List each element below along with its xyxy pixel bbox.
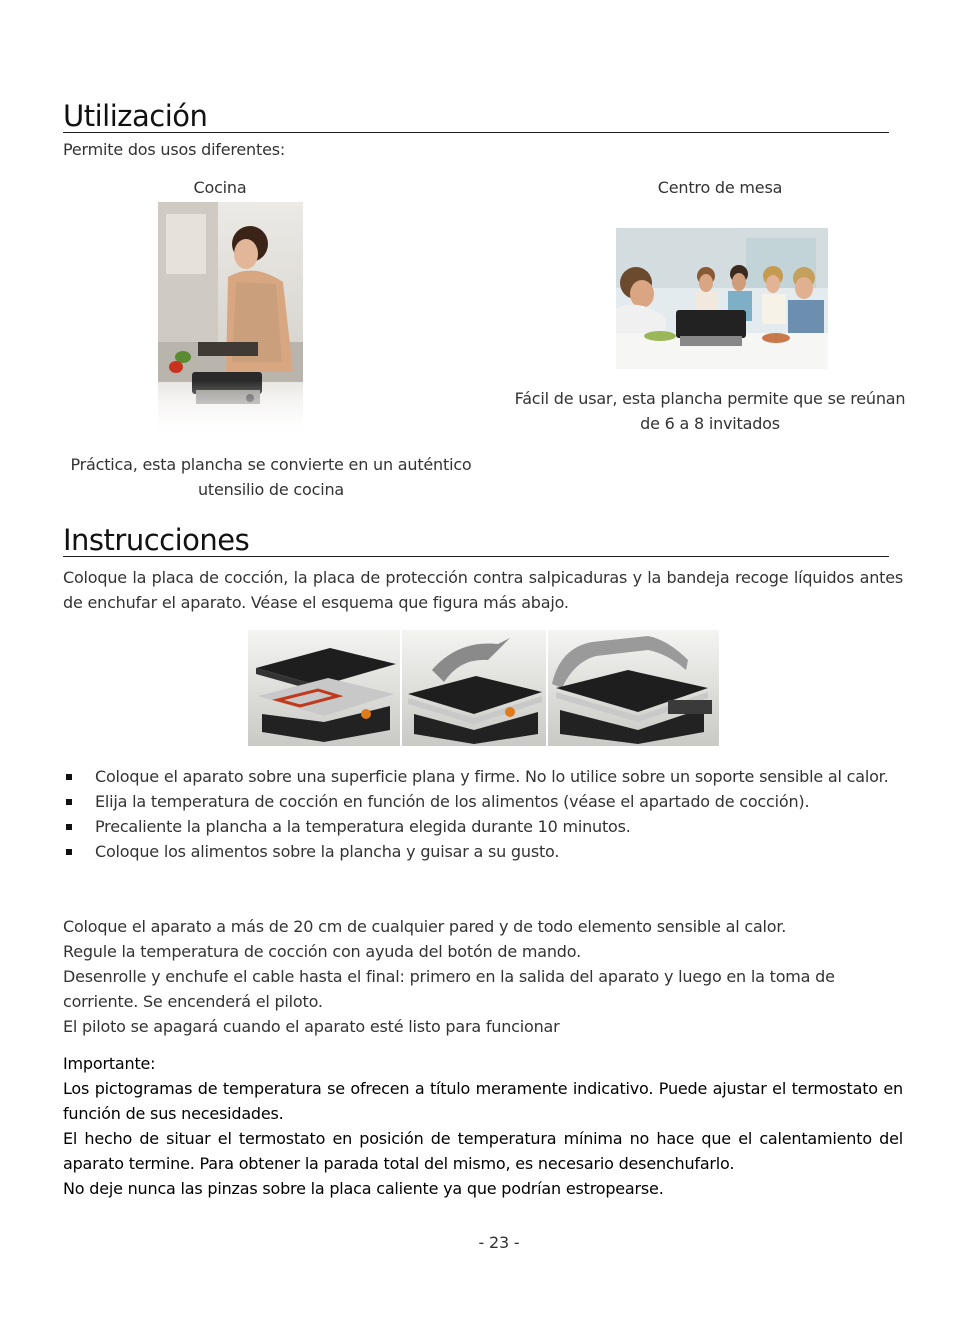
instructions-paragraphs xyxy=(63,914,903,1039)
table-center-photo xyxy=(616,228,828,369)
instructions-intro: Coloque la placa de cocción, la placa de protección contra salpicaduras y la bandeja recoge líquidos antes de enchufar el aparato. Véase el esquema que figura más abajo. xyxy=(63,568,903,612)
important-line: No deje nunca las pinzas sobre la placa caliente ya que podrían estropearse. xyxy=(63,1179,664,1198)
list-item: Coloque los alimentos sobre la plancha y guisar a su gusto. xyxy=(63,839,903,864)
list-item: Precaliente la plancha a la temperatura elegida durante 10 minutos. xyxy=(63,814,903,839)
bullet-square-icon xyxy=(66,849,72,855)
assembly-diagram xyxy=(248,630,719,746)
instructions-bullet-list xyxy=(63,764,903,864)
table-center-label: Centro de mesa xyxy=(657,178,783,197)
section-intro: Permite dos usos diferentes: xyxy=(63,140,286,159)
section-title-utilizacion: Utilización xyxy=(63,100,889,133)
bullet-square-icon xyxy=(66,799,72,805)
table-center-caption-line1: Fácil de usar, esta plancha permite que se reúnan xyxy=(514,389,906,408)
kitchen-caption-line2: utensilio de cocina xyxy=(197,480,344,499)
important-line: Los pictogramas de temperatura se ofrecen a título meramente indicativo. Puede ajustar el termostato en función de sus necesidades. xyxy=(63,1079,903,1123)
list-item: Elija la temperatura de cocción en función de los alimentos (véase el apartado de cocción). xyxy=(63,789,903,814)
paragraph: Regule la temperatura de cocción con ayuda del botón de mando. xyxy=(63,942,581,961)
paragraph: Coloque el aparato a más de 20 cm de cualquier pared y de todo elemento sensible al calor. xyxy=(63,917,787,936)
kitchen-label: Cocina xyxy=(193,178,247,197)
page-number: - 23 - xyxy=(478,1233,520,1252)
kitchen-caption-line1: Práctica, esta plancha se convierte en un auténtico xyxy=(70,455,472,474)
bullet-square-icon xyxy=(66,824,72,830)
table-center-caption-line2: de 6 a 8 invitados xyxy=(640,414,780,433)
important-line: El hecho de situar el termostato en posición de temperatura mínima no hace que el calentamiento del aparato termine. Para obtener la parada total del mismo, es necesario desenchufarlo. xyxy=(63,1129,903,1173)
bullet-square-icon xyxy=(66,774,72,780)
important-label: Importante: xyxy=(63,1054,156,1073)
list-item: Coloque el aparato sobre una superficie plana y firme. No lo utilice sobre un soporte sensible al calor. xyxy=(63,764,903,789)
kitchen-photo xyxy=(158,202,303,440)
paragraph: Desenrolle y enchufe el cable hasta el final: primero en la salida del aparato y luego en la toma de corriente. Se encenderá el piloto. xyxy=(63,967,835,1011)
section-title-instrucciones: Instrucciones xyxy=(63,524,889,557)
important-note xyxy=(63,1051,903,1201)
paragraph: El piloto se apagará cuando el aparato esté listo para funcionar xyxy=(63,1017,560,1036)
